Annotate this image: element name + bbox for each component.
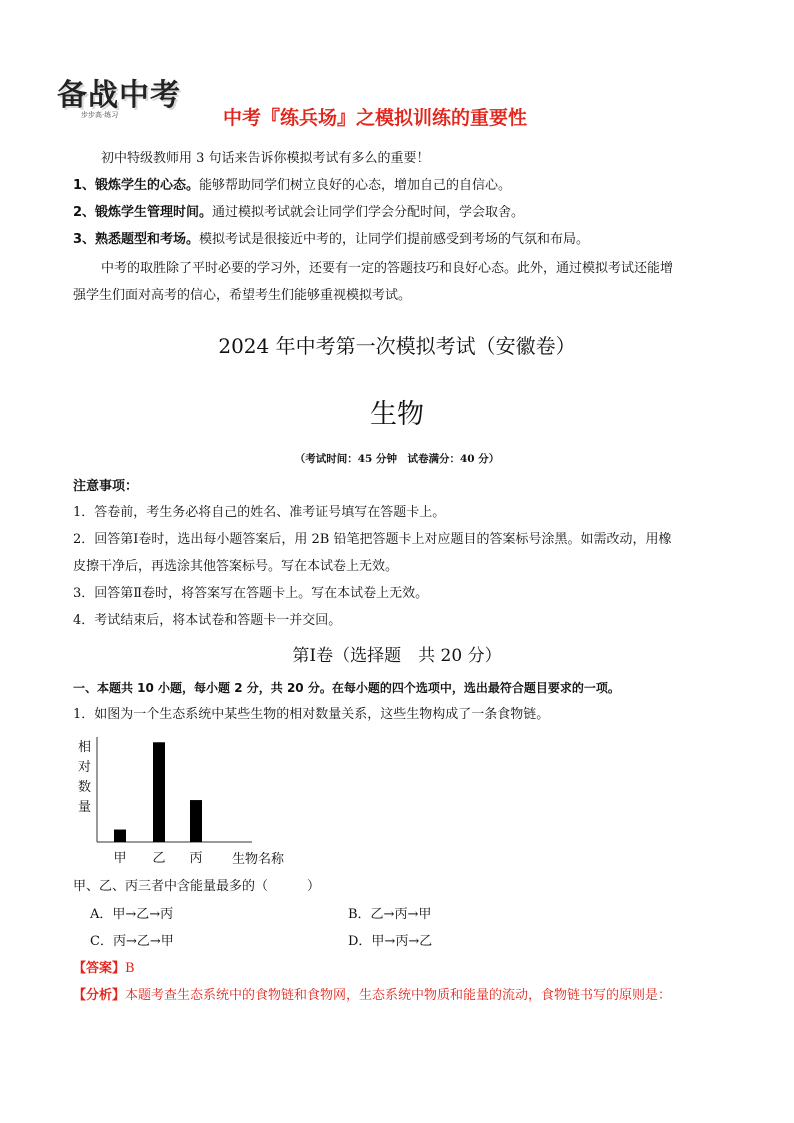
subject-title: 生物 [370,399,424,430]
x-tick-label: 乙 [152,851,166,866]
point-3-label: 3、熟悉题型和考场。 [73,232,200,247]
bar-1 [114,830,126,842]
note-item-2: 2．回答第Ⅰ卷时，选出每小题答案后，用 2B 铅笔把答题卡上对应题目的答案标号涂黑。如需改动，用橡 [73,532,672,547]
y-axis-label: 对 [78,760,92,775]
note-item-2-cont: 皮擦干净后，再选涂其他答案标号。写在本试卷上无效。 [73,559,399,574]
note-item-3: 3．回答第Ⅱ卷时，将答案写在答题卡上。写在本试卷上无效。 [73,586,429,601]
bar-chart [72,737,312,872]
point-2 [73,204,524,222]
answer-value: B [125,961,135,976]
option-a: A．甲→乙→丙 [90,907,174,922]
closing-line-1: 中考的取胜除了平时必要的学习外，还要有一定的答题技巧和良好心态。此外，通过模拟考试还能增 [101,261,674,276]
exam-title: 2024 年中考第一次模拟考试（安徽卷） [218,334,576,358]
intro-text: 初中特级教师用 3 句话来告诉你模拟考试有多么的重要！ [101,151,430,166]
closing-line-2: 强学生们面对高考的信心，希望考生们能够重视模拟考试。 [73,288,412,303]
point-1-text: 能够帮助同学们树立良好的心态，增加自己的自信心。 [199,178,512,193]
y-axis-label: 相 [78,740,92,755]
question-1-prompt: 甲、乙、丙三者中含能量最多的（ ） [73,879,321,894]
notes-heading: 注意事项： [73,479,139,494]
analysis-line [73,987,671,1005]
y-axis-label: 量 [78,800,92,815]
analysis-text: 本题考查生态系统中的食物链和食物网，生态系统中物质和能量的流动，食物链书写的原则是： [125,988,672,1003]
point-1 [73,177,511,195]
note-item-1: 1．答卷前，考生务必将自己的姓名、准考证号填写在答题卡上。 [73,505,446,520]
logo-text: 备战中考 [57,78,181,113]
option-d: D．甲→丙→乙 [348,934,433,949]
answer-line [73,960,135,978]
header-title: 中考『练兵场』之模拟训练的重要性 [223,107,528,129]
point-2-text: 通过模拟考试就会让同学们学会分配时间，学会取舍。 [212,205,525,220]
exam-info: （考试时间：45 分钟 试卷满分：40 分） [294,453,500,465]
x-tick-label: 甲 [113,851,127,866]
section-title: 第Ⅰ卷（选择题 共 20 分） [292,646,502,666]
point-2-label: 2、锻炼学生管理时间。 [73,205,213,220]
x-axis-label: 生物名称 [232,852,285,867]
logo-subtitle: 步步高·练习 [81,111,119,119]
y-axis-label: 数 [78,780,92,795]
point-3 [73,231,589,249]
analysis-label: 【分析】 [73,988,126,1003]
option-c: C．丙→乙→甲 [90,934,174,949]
section-instruction: 一、本题共 10 小题，每小题 2 分，共 20 分。在每小题的四个选项中，选出最符合题目要求的一项。 [73,681,620,695]
point-3-text: 模拟考试是很接近中考的，让同学们提前感受到考场的气氛和布局。 [199,232,590,247]
answer-label: 【答案】 [73,961,126,976]
x-tick-label: 丙 [189,851,203,866]
option-b: B．乙→丙→甲 [348,907,432,922]
bar-2 [153,742,165,842]
logo [57,70,205,128]
point-1-label: 1、锻炼学生的心态。 [73,178,200,193]
bar-3 [190,800,202,842]
question-1-stem: 1．如图为一个生态系统中某些生物的相对数量关系，这些生物构成了一条食物链。 [73,707,550,722]
note-item-4: 4．考试结束后，将本试卷和答题卡一并交回。 [73,613,342,628]
